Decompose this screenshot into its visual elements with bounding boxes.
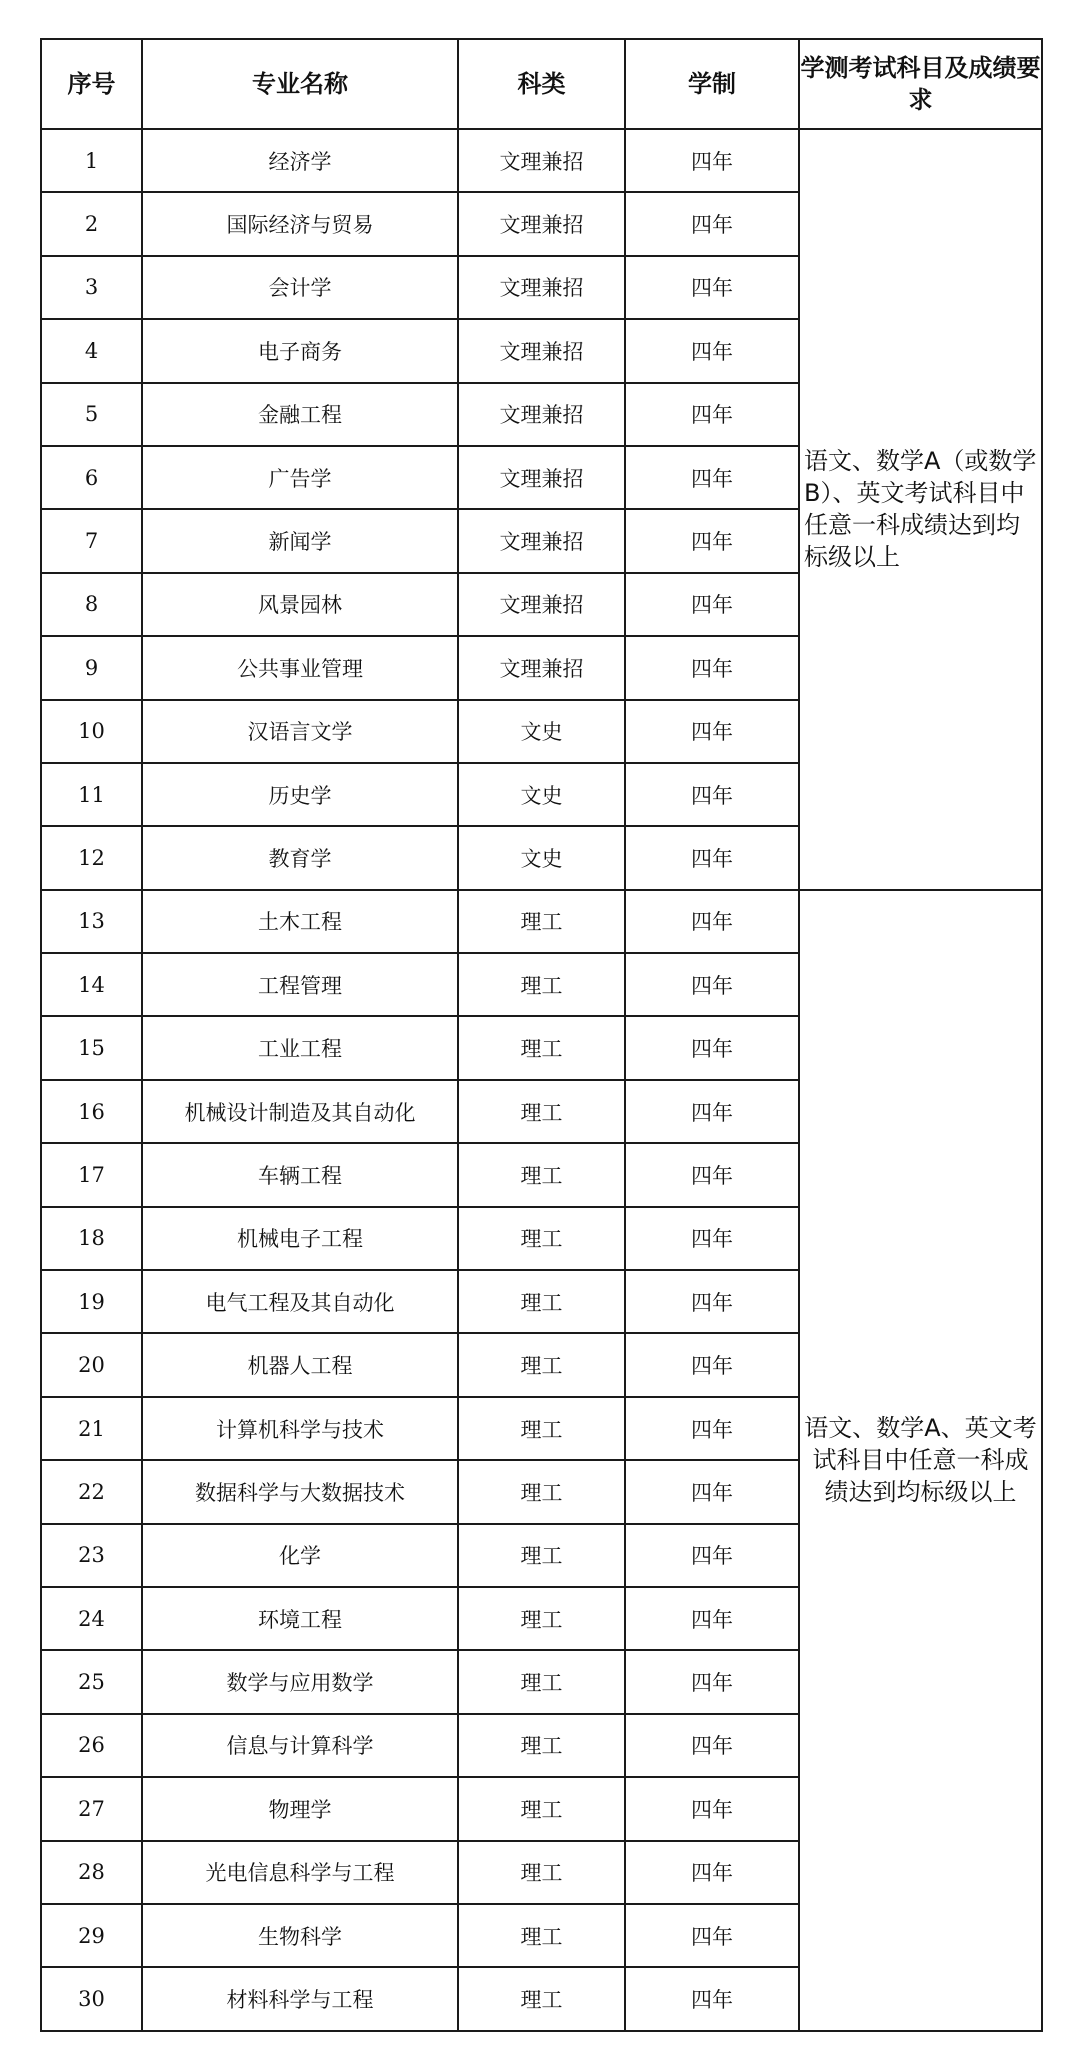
row-category: 文理兼招 — [458, 383, 625, 446]
row-duration: 四年 — [625, 1524, 799, 1587]
row-category: 理工 — [458, 890, 625, 953]
header-row — [41, 39, 1042, 129]
row-major-name: 风景园林 — [142, 573, 458, 636]
row-number: 5 — [41, 383, 142, 446]
row-number: 21 — [41, 1397, 142, 1460]
row-duration: 四年 — [625, 1587, 799, 1650]
row-major-name: 光电信息科学与工程 — [142, 1841, 458, 1904]
row-duration: 四年 — [625, 1460, 799, 1523]
row-number: 4 — [41, 319, 142, 382]
row-duration: 四年 — [625, 1397, 799, 1460]
row-duration: 四年 — [625, 763, 799, 826]
row-category: 理工 — [458, 1904, 625, 1967]
row-number: 15 — [41, 1016, 142, 1079]
row-duration: 四年 — [625, 1777, 799, 1840]
table-row — [41, 129, 1042, 192]
row-number: 29 — [41, 1904, 142, 1967]
row-number: 22 — [41, 1460, 142, 1523]
row-category: 理工 — [458, 953, 625, 1016]
row-number: 18 — [41, 1207, 142, 1270]
row-number: 17 — [41, 1143, 142, 1206]
row-major-name: 材料科学与工程 — [142, 1967, 458, 2030]
row-duration: 四年 — [625, 1143, 799, 1206]
row-major-name: 广告学 — [142, 446, 458, 509]
requirement-group-1: 语文、数学A（或数学B）、英文考试科目中任意一科成绩达到均标级以上 — [799, 129, 1042, 890]
row-category: 文理兼招 — [458, 256, 625, 319]
row-major-name: 国际经济与贸易 — [142, 192, 458, 255]
row-major-name: 数据科学与大数据技术 — [142, 1460, 458, 1523]
row-major-name: 生物科学 — [142, 1904, 458, 1967]
row-number: 14 — [41, 953, 142, 1016]
row-number: 7 — [41, 509, 142, 572]
row-duration: 四年 — [625, 890, 799, 953]
row-major-name: 物理学 — [142, 1777, 458, 1840]
row-major-name: 公共事业管理 — [142, 636, 458, 699]
row-major-name: 会计学 — [142, 256, 458, 319]
table-body — [41, 129, 1042, 2031]
row-category: 理工 — [458, 1270, 625, 1333]
requirement-group-2: 语文、数学A、英文考试科目中任意一科成绩达到均标级以上 — [799, 890, 1042, 2031]
row-duration: 四年 — [625, 1270, 799, 1333]
row-major-name: 机器人工程 — [142, 1333, 458, 1396]
row-major-name: 电子商务 — [142, 319, 458, 382]
row-number: 27 — [41, 1777, 142, 1840]
row-duration: 四年 — [625, 573, 799, 636]
row-number: 16 — [41, 1080, 142, 1143]
row-major-name: 工程管理 — [142, 953, 458, 1016]
row-duration: 四年 — [625, 383, 799, 446]
row-duration: 四年 — [625, 256, 799, 319]
row-category: 理工 — [458, 1397, 625, 1460]
header-major-name: 专业名称 — [142, 39, 458, 129]
row-category: 理工 — [458, 1080, 625, 1143]
row-duration: 四年 — [625, 192, 799, 255]
row-duration: 四年 — [625, 1080, 799, 1143]
header-requirements: 学测考试科目及成绩要求 — [799, 39, 1042, 129]
row-category: 理工 — [458, 1841, 625, 1904]
majors-table — [40, 38, 1043, 2032]
row-category: 理工 — [458, 1714, 625, 1777]
row-category: 文史 — [458, 826, 625, 889]
row-category: 理工 — [458, 1650, 625, 1713]
row-number: 8 — [41, 573, 142, 636]
row-category: 理工 — [458, 1333, 625, 1396]
row-major-name: 经济学 — [142, 129, 458, 192]
row-number: 10 — [41, 700, 142, 763]
row-major-name: 新闻学 — [142, 509, 458, 572]
row-category: 文理兼招 — [458, 636, 625, 699]
row-category: 理工 — [458, 1587, 625, 1650]
row-major-name: 计算机科学与技术 — [142, 1397, 458, 1460]
row-category: 文理兼招 — [458, 573, 625, 636]
row-number: 19 — [41, 1270, 142, 1333]
row-duration: 四年 — [625, 1207, 799, 1270]
row-category: 文史 — [458, 763, 625, 826]
row-category: 文理兼招 — [458, 192, 625, 255]
row-duration: 四年 — [625, 1016, 799, 1079]
row-major-name: 信息与计算科学 — [142, 1714, 458, 1777]
row-category: 理工 — [458, 1143, 625, 1206]
row-number: 11 — [41, 763, 142, 826]
row-duration: 四年 — [625, 953, 799, 1016]
row-major-name: 电气工程及其自动化 — [142, 1270, 458, 1333]
row-number: 28 — [41, 1841, 142, 1904]
table-header — [41, 39, 1042, 129]
row-category: 文理兼招 — [458, 509, 625, 572]
row-major-name: 历史学 — [142, 763, 458, 826]
row-duration: 四年 — [625, 1650, 799, 1713]
row-duration: 四年 — [625, 446, 799, 509]
row-major-name: 土木工程 — [142, 890, 458, 953]
row-category: 理工 — [458, 1524, 625, 1587]
row-category: 文理兼招 — [458, 129, 625, 192]
row-major-name: 化学 — [142, 1524, 458, 1587]
row-number: 6 — [41, 446, 142, 509]
row-number: 26 — [41, 1714, 142, 1777]
row-category: 文理兼招 — [458, 319, 625, 382]
row-major-name: 机械设计制造及其自动化 — [142, 1080, 458, 1143]
header-number: 序号 — [41, 39, 142, 129]
row-category: 文理兼招 — [458, 446, 625, 509]
row-number: 1 — [41, 129, 142, 192]
row-duration: 四年 — [625, 129, 799, 192]
row-duration: 四年 — [625, 826, 799, 889]
row-number: 23 — [41, 1524, 142, 1587]
row-number: 9 — [41, 636, 142, 699]
row-major-name: 数学与应用数学 — [142, 1650, 458, 1713]
row-duration: 四年 — [625, 1333, 799, 1396]
row-category: 理工 — [458, 1016, 625, 1079]
row-category: 理工 — [458, 1777, 625, 1840]
row-major-name: 金融工程 — [142, 383, 458, 446]
row-major-name: 车辆工程 — [142, 1143, 458, 1206]
row-major-name: 工业工程 — [142, 1016, 458, 1079]
row-duration: 四年 — [625, 1714, 799, 1777]
row-major-name: 环境工程 — [142, 1587, 458, 1650]
row-duration: 四年 — [625, 509, 799, 572]
row-duration: 四年 — [625, 1904, 799, 1967]
row-number: 20 — [41, 1333, 142, 1396]
row-number: 13 — [41, 890, 142, 953]
row-number: 3 — [41, 256, 142, 319]
row-category: 文史 — [458, 700, 625, 763]
row-major-name: 机械电子工程 — [142, 1207, 458, 1270]
row-number: 2 — [41, 192, 142, 255]
row-category: 理工 — [458, 1460, 625, 1523]
row-major-name: 汉语言文学 — [142, 700, 458, 763]
row-major-name: 教育学 — [142, 826, 458, 889]
row-duration: 四年 — [625, 636, 799, 699]
row-duration: 四年 — [625, 319, 799, 382]
row-number: 24 — [41, 1587, 142, 1650]
row-duration: 四年 — [625, 1967, 799, 2030]
table-row — [41, 890, 1042, 953]
row-number: 12 — [41, 826, 142, 889]
row-category: 理工 — [458, 1207, 625, 1270]
row-number: 25 — [41, 1650, 142, 1713]
header-category: 科类 — [458, 39, 625, 129]
row-duration: 四年 — [625, 1841, 799, 1904]
header-duration: 学制 — [625, 39, 799, 129]
row-category: 理工 — [458, 1967, 625, 2030]
row-number: 30 — [41, 1967, 142, 2030]
row-duration: 四年 — [625, 700, 799, 763]
